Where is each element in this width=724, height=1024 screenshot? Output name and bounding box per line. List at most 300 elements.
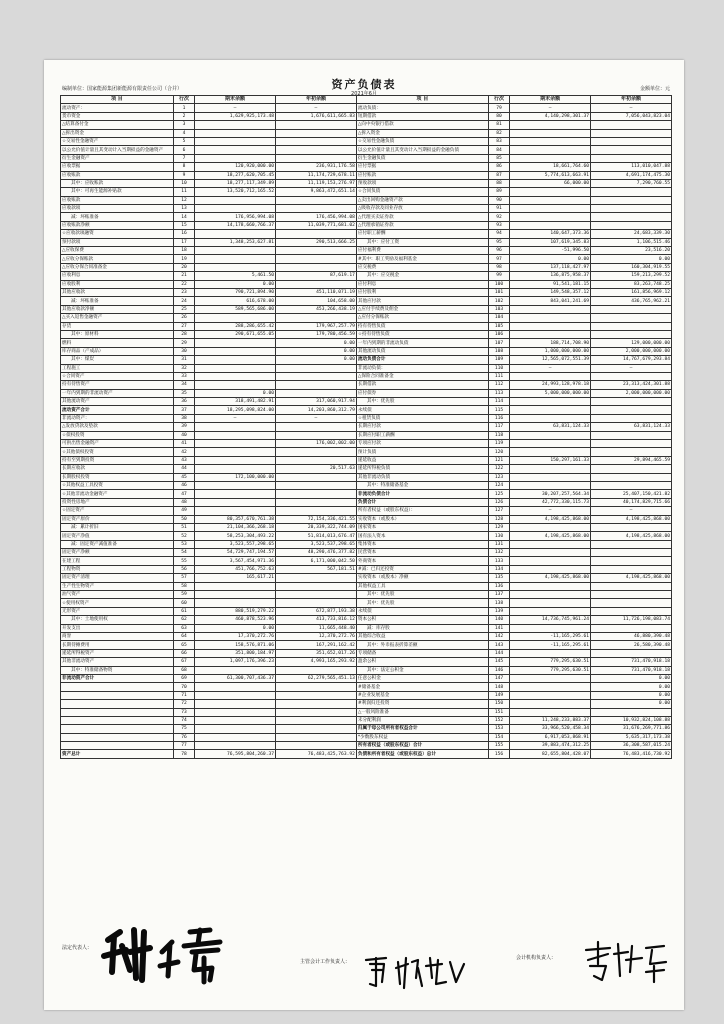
legal-rep-signature-image xyxy=(100,922,250,986)
left-ending-balance: 880,519,279.22 xyxy=(195,607,276,615)
table-row xyxy=(61,490,672,498)
right-beginning-balance: 29,894,465.59 xyxy=(591,456,672,464)
left-line-no: 58 xyxy=(173,582,194,590)
table-header-row xyxy=(61,96,672,104)
right-beginning-balance: 4,691,174,475.30 xyxy=(591,171,672,179)
left-line-no: 54 xyxy=(173,549,194,557)
chief-accountant-label: 主管会计工作负责人： xyxy=(300,959,351,965)
left-ending-balance xyxy=(195,431,276,439)
right-ending-balance xyxy=(510,196,591,204)
left-beginning-balance: 87,619.17 xyxy=(276,272,357,280)
left-line-no: 57 xyxy=(173,574,194,582)
right-line-no: 86 xyxy=(488,163,509,171)
right-ending-balance xyxy=(510,137,591,145)
left-line-no: 21 xyxy=(173,272,194,280)
left-beginning-balance xyxy=(276,314,357,322)
table-row xyxy=(61,498,672,506)
header-ending-balance: 期末余额 xyxy=(510,96,591,104)
left-beginning-balance xyxy=(276,154,357,162)
right-ending-balance xyxy=(510,691,591,699)
right-item-name: 国有法人资本 xyxy=(356,532,488,540)
right-line-no: 128 xyxy=(488,515,509,523)
right-item-name: #减：已归还投资 xyxy=(356,565,488,573)
right-item-name: △一般风险准备 xyxy=(356,708,488,716)
left-item-name: 资产总计 xyxy=(61,750,174,758)
left-beginning-balance xyxy=(276,473,357,481)
table-row xyxy=(61,146,672,154)
left-ending-balance xyxy=(195,121,276,129)
right-line-no: 113 xyxy=(488,389,509,397)
right-ending-balance: 39,883,474,312.25 xyxy=(510,742,591,750)
right-ending-balance: 66,000.00 xyxy=(510,179,591,187)
header-ending-balance: 期末余额 xyxy=(195,96,276,104)
left-beginning-balance: 167,291,162.42 xyxy=(276,641,357,649)
right-item-name: △吸收存款及同业存放 xyxy=(356,205,488,213)
right-item-name: 负债和所有者权益（或股东权益）总计 xyxy=(356,750,488,758)
left-line-no: 31 xyxy=(173,356,194,364)
company-name: 编制单位：国家能源集团新能源有限责任公司（合并） xyxy=(62,86,183,92)
left-item-name: ☆其他非流动金融资产 xyxy=(61,490,174,498)
left-beginning-balance: 236,931,176.58 xyxy=(276,163,357,171)
left-item-name: 商誉 xyxy=(61,633,174,641)
left-item-name: △应收分保账款 xyxy=(61,255,174,263)
right-beginning-balance: 83,263,748.25 xyxy=(591,280,672,288)
left-line-no: 11 xyxy=(173,188,194,196)
right-ending-balance xyxy=(510,322,591,330)
left-line-no: 7 xyxy=(173,154,194,162)
left-item-name: 投资性房地产 xyxy=(61,498,174,506)
table-row xyxy=(61,356,672,364)
right-item-name: 其中：特准储备基金 xyxy=(356,481,488,489)
right-ending-balance: 136,875,958.37 xyxy=(510,272,591,280)
left-item-name: 持有至到期投资 xyxy=(61,456,174,464)
left-item-name: 持有待售资产 xyxy=(61,381,174,389)
right-ending-balance: 107,619,345.83 xyxy=(510,238,591,246)
left-line-no: 43 xyxy=(173,456,194,464)
right-beginning-balance: 46,880,390.48 xyxy=(591,633,672,641)
left-ending-balance xyxy=(195,498,276,506)
table-row xyxy=(61,137,672,145)
right-beginning-balance xyxy=(591,591,672,599)
table-row xyxy=(61,691,672,699)
balance-sheet-page xyxy=(44,60,684,1010)
right-ending-balance xyxy=(510,431,591,439)
table-row xyxy=(61,347,672,355)
right-ending-balance xyxy=(510,465,591,473)
right-beginning-balance xyxy=(591,398,672,406)
right-line-no: 98 xyxy=(488,263,509,271)
right-line-no: 82 xyxy=(488,129,509,137)
left-line-no: 25 xyxy=(173,305,194,313)
right-ending-balance xyxy=(510,674,591,682)
right-item-name: △拆入资金 xyxy=(356,129,488,137)
right-ending-balance: 24,993,128,978.18 xyxy=(510,381,591,389)
right-ending-balance: 140,647,373.36 xyxy=(510,230,591,238)
left-item-name: 应收账款 xyxy=(61,196,174,204)
left-ending-balance: 18,295,098,824.00 xyxy=(195,406,276,414)
right-beginning-balance: 2,000,000,000.00 xyxy=(591,389,672,397)
left-item-name: 其中：可再生能源补贴款 xyxy=(61,188,174,196)
left-item-name: 固定资产净额 xyxy=(61,549,174,557)
right-line-no: 111 xyxy=(488,372,509,380)
left-beginning-balance xyxy=(276,205,357,213)
right-ending-balance xyxy=(510,448,591,456)
right-ending-balance: 779,295,630.51 xyxy=(510,666,591,674)
right-line-no: 144 xyxy=(488,649,509,657)
left-item-name: 流动资产： xyxy=(61,104,174,112)
right-item-name: 盈余公积 xyxy=(356,658,488,666)
right-line-no: 150 xyxy=(488,700,509,708)
right-item-name: 其他应付款 xyxy=(356,297,488,305)
right-beginning-balance: 159,213,299.52 xyxy=(591,272,672,280)
right-item-name: 其中：优先股 xyxy=(356,599,488,607)
right-beginning-balance xyxy=(591,146,672,154)
table-row xyxy=(61,465,672,473)
table-row xyxy=(61,154,672,162)
left-item-name: 其他流动资产 xyxy=(61,398,174,406)
left-line-no: 51 xyxy=(173,523,194,531)
right-line-no: 116 xyxy=(488,414,509,422)
left-item-name: 开发支出 xyxy=(61,624,174,632)
left-ending-balance xyxy=(195,448,276,456)
chief-accountant-signature-image xyxy=(360,948,470,992)
left-ending-balance: 1,629,925,173.48 xyxy=(195,112,276,120)
right-item-name: #储备基金 xyxy=(356,683,488,691)
left-line-no: 62 xyxy=(173,616,194,624)
left-item-name: ☆应收款项融资 xyxy=(61,230,174,238)
right-beginning-balance xyxy=(591,465,672,473)
left-ending-balance: 61,300,707,436.37 xyxy=(195,674,276,682)
left-line-no: 19 xyxy=(173,255,194,263)
left-item-name: △买入返售金融资产 xyxy=(61,314,174,322)
left-ending-balance: 3,567,454,971.36 xyxy=(195,557,276,565)
left-line-no: 70 xyxy=(173,683,194,691)
left-ending-balance xyxy=(195,137,276,145)
right-beginning-balance xyxy=(591,305,672,313)
right-ending-balance xyxy=(510,565,591,573)
right-beginning-balance: 0.00 xyxy=(591,691,672,699)
right-ending-balance xyxy=(510,129,591,137)
left-item-name: 应收账款净额 xyxy=(61,221,174,229)
right-line-no: 156 xyxy=(488,750,509,758)
left-beginning-balance: 3,523,537,298.65 xyxy=(276,540,357,548)
right-beginning-balance xyxy=(591,196,672,204)
left-ending-balance xyxy=(195,708,276,716)
left-ending-balance: 1,097,176,396.23 xyxy=(195,658,276,666)
left-item-name: 固定资产清理 xyxy=(61,574,174,582)
left-item-name xyxy=(61,708,174,716)
right-line-no: 87 xyxy=(488,171,509,179)
table-row xyxy=(61,288,672,296)
left-item-name: 预付款项 xyxy=(61,238,174,246)
table-row xyxy=(61,221,672,229)
left-ending-balance xyxy=(195,196,276,204)
right-item-name: 非流动负债合计 xyxy=(356,490,488,498)
table-row xyxy=(61,213,672,221)
table-row xyxy=(61,574,672,582)
right-item-name: 实收资本（或股本） xyxy=(356,515,488,523)
table-row xyxy=(61,565,672,573)
table-row xyxy=(61,440,672,448)
left-ending-balance xyxy=(195,314,276,322)
right-ending-balance: 18,661,764.60 xyxy=(510,163,591,171)
right-ending-balance: 33,966,520,458.34 xyxy=(510,725,591,733)
left-ending-balance: — xyxy=(195,104,276,112)
right-line-no: 97 xyxy=(488,255,509,263)
legal-rep-label: 法定代表人： xyxy=(62,945,93,951)
right-item-name: △向中央银行借款 xyxy=(356,121,488,129)
table-row xyxy=(61,456,672,464)
left-line-no: 22 xyxy=(173,280,194,288)
right-beginning-balance: 731,470,918.18 xyxy=(591,666,672,674)
left-line-no: 5 xyxy=(173,137,194,145)
right-ending-balance xyxy=(510,414,591,422)
right-ending-balance: 149,548,357.12 xyxy=(510,288,591,296)
left-item-name: 固定资产原价 xyxy=(61,515,174,523)
left-item-name: 长期待摊费用 xyxy=(61,641,174,649)
table-row xyxy=(61,305,672,313)
left-ending-balance: 14,178,660,766.37 xyxy=(195,221,276,229)
left-ending-balance: 288,286,655.42 xyxy=(195,322,276,330)
left-line-no: 10 xyxy=(173,179,194,187)
table-row xyxy=(61,633,672,641)
right-item-name: 其他非流动负债 xyxy=(356,473,488,481)
left-line-no: 49 xyxy=(173,507,194,515)
right-ending-balance: 11,248,233,883.37 xyxy=(510,716,591,724)
right-beginning-balance: 11,726,198,083.74 xyxy=(591,616,672,624)
left-item-name: 减：累计折旧 xyxy=(61,523,174,531)
table-row xyxy=(61,733,672,741)
right-ending-balance: 4,140,298,301.37 xyxy=(510,112,591,120)
left-ending-balance xyxy=(195,700,276,708)
table-row xyxy=(61,725,672,733)
right-line-no: 96 xyxy=(488,247,509,255)
left-line-no: 72 xyxy=(173,700,194,708)
right-item-name: 永续债 xyxy=(356,607,488,615)
right-line-no: 89 xyxy=(488,188,509,196)
left-line-no: 20 xyxy=(173,263,194,271)
left-item-name: ☆交易性金融资产 xyxy=(61,137,174,145)
left-beginning-balance: 20,517.63 xyxy=(276,465,357,473)
right-beginning-balance: 31,676,269,771.86 xyxy=(591,725,672,733)
right-ending-balance xyxy=(510,213,591,221)
right-beginning-balance: 113,010,047.88 xyxy=(591,163,672,171)
left-ending-balance xyxy=(195,364,276,372)
left-beginning-balance: 11,039,771,681.02 xyxy=(276,221,357,229)
header-line-no: 行次 xyxy=(173,96,194,104)
right-item-name: 递延收益 xyxy=(356,456,488,464)
left-beginning-balance: — xyxy=(276,104,357,112)
right-item-name: 其中：外币报表折算差额 xyxy=(356,641,488,649)
right-item-name: 减：库存股 xyxy=(356,624,488,632)
right-item-name: 短期借款 xyxy=(356,112,488,120)
left-beginning-balance xyxy=(276,742,357,750)
table-row xyxy=(61,674,672,682)
right-beginning-balance xyxy=(591,322,672,330)
left-line-no: 75 xyxy=(173,725,194,733)
table-row xyxy=(61,230,672,238)
left-beginning-balance xyxy=(276,247,357,255)
left-ending-balance: 165,617.21 xyxy=(195,574,276,582)
left-line-no: 52 xyxy=(173,532,194,540)
right-line-no: 139 xyxy=(488,607,509,615)
left-line-no: 66 xyxy=(173,649,194,657)
left-beginning-balance xyxy=(276,263,357,271)
left-ending-balance: 80,357,670,761.38 xyxy=(195,515,276,523)
left-item-name: ☆使用权资产 xyxy=(61,599,174,607)
right-ending-balance xyxy=(510,314,591,322)
left-line-no: 18 xyxy=(173,247,194,255)
right-beginning-balance xyxy=(591,549,672,557)
right-line-no: 125 xyxy=(488,490,509,498)
left-beginning-balance: 11,665,448.40 xyxy=(276,624,357,632)
right-line-no: 94 xyxy=(488,230,509,238)
right-beginning-balance xyxy=(591,582,672,590)
left-beginning-balance xyxy=(276,364,357,372)
right-line-no: 91 xyxy=(488,205,509,213)
currency-unit: 金额单位：元 xyxy=(639,86,670,92)
left-line-no: 41 xyxy=(173,440,194,448)
right-ending-balance: 6,917,053,868.91 xyxy=(510,733,591,741)
left-ending-balance: 451,766,752.63 xyxy=(195,565,276,573)
left-line-no: 42 xyxy=(173,448,194,456)
right-ending-balance xyxy=(510,305,591,313)
right-line-no: 152 xyxy=(488,716,509,724)
table-row xyxy=(61,255,672,263)
left-ending-balance xyxy=(195,599,276,607)
left-ending-balance xyxy=(195,423,276,431)
right-item-name: 预计负债 xyxy=(356,448,488,456)
right-item-name: 递延所得税负债 xyxy=(356,465,488,473)
left-beginning-balance: 0.00 xyxy=(276,339,357,347)
left-line-no: 48 xyxy=(173,498,194,506)
left-line-no: 76 xyxy=(173,733,194,741)
right-ending-balance xyxy=(510,398,591,406)
left-line-no: 2 xyxy=(173,112,194,120)
right-line-no: 149 xyxy=(488,691,509,699)
right-item-name: 应付票据 xyxy=(356,163,488,171)
table-row xyxy=(61,683,672,691)
left-item-name: 工程施工 xyxy=(61,364,174,372)
right-beginning-balance: 161,856,969.12 xyxy=(591,288,672,296)
left-beginning-balance xyxy=(276,498,357,506)
table-row xyxy=(61,205,672,213)
table-row xyxy=(61,414,672,422)
left-ending-balance: 290,671,655.05 xyxy=(195,330,276,338)
right-item-name: *少数股东权益 xyxy=(356,733,488,741)
header-item: 项 目 xyxy=(61,96,174,104)
left-beginning-balance xyxy=(276,691,357,699)
balance-sheet-table xyxy=(60,95,672,759)
right-line-no: 131 xyxy=(488,540,509,548)
right-line-no: 100 xyxy=(488,280,509,288)
right-ending-balance xyxy=(510,582,591,590)
right-ending-balance: -51,996.50 xyxy=(510,247,591,255)
left-line-no: 65 xyxy=(173,641,194,649)
left-line-no: 71 xyxy=(173,691,194,699)
right-item-name: △代理承销证券款 xyxy=(356,221,488,229)
table-row xyxy=(61,163,672,171)
left-beginning-balance xyxy=(276,582,357,590)
right-item-name: 应付利息 xyxy=(356,280,488,288)
right-item-name: 流动负债： xyxy=(356,104,488,112)
right-beginning-balance: 4,198,425,868.00 xyxy=(591,574,672,582)
right-line-no: 151 xyxy=(488,708,509,716)
right-item-name: #利润归还投资 xyxy=(356,700,488,708)
left-beginning-balance: 179,967,257.79 xyxy=(276,322,357,330)
left-item-name xyxy=(61,725,174,733)
table-row xyxy=(61,515,672,523)
right-beginning-balance xyxy=(591,557,672,565)
left-line-no: 45 xyxy=(173,473,194,481)
right-beginning-balance: 436,765,962.21 xyxy=(591,297,672,305)
right-beginning-balance xyxy=(591,406,672,414)
left-item-name: 递延所得税资产 xyxy=(61,649,174,657)
left-beginning-balance xyxy=(276,716,357,724)
left-line-no: 6 xyxy=(173,146,194,154)
right-beginning-balance: — xyxy=(591,364,672,372)
right-line-no: 108 xyxy=(488,347,509,355)
right-ending-balance: 4,198,425,868.00 xyxy=(510,515,591,523)
left-item-name: 存货 xyxy=(61,322,174,330)
right-line-no: 154 xyxy=(488,733,509,741)
left-beginning-balance xyxy=(276,700,357,708)
left-line-no: 23 xyxy=(173,288,194,296)
left-ending-balance xyxy=(195,733,276,741)
right-line-no: 90 xyxy=(488,196,509,204)
left-line-no: 61 xyxy=(173,607,194,615)
header-beginning-balance: 年初余额 xyxy=(276,96,357,104)
table-row xyxy=(61,188,672,196)
right-beginning-balance xyxy=(591,448,672,456)
left-item-name: 以公允价值计量且其变动计入当期损益的金融资产 xyxy=(61,146,174,154)
right-item-name: 资本公积 xyxy=(356,616,488,624)
table-row xyxy=(61,582,672,590)
left-beginning-balance xyxy=(276,389,357,397)
left-line-no: 55 xyxy=(173,557,194,565)
left-ending-balance: 17,370,272.76 xyxy=(195,633,276,641)
left-beginning-balance xyxy=(276,431,357,439)
left-ending-balance xyxy=(195,742,276,750)
right-item-name: ☆合同负债 xyxy=(356,188,488,196)
left-line-no: 28 xyxy=(173,330,194,338)
left-line-no: 9 xyxy=(173,171,194,179)
left-beginning-balance xyxy=(276,137,357,145)
left-item-name: 其中：煤炭 xyxy=(61,356,174,364)
left-item-name: 非流动资产合计 xyxy=(61,674,174,682)
right-item-name: 一年内到期的非流动负债 xyxy=(356,339,488,347)
left-beginning-balance xyxy=(276,230,357,238)
right-ending-balance xyxy=(510,624,591,632)
right-beginning-balance xyxy=(591,414,672,422)
right-beginning-balance xyxy=(591,440,672,448)
right-ending-balance xyxy=(510,591,591,599)
right-ending-balance: — xyxy=(510,507,591,515)
right-item-name: △卖出回购金融资产款 xyxy=(356,196,488,204)
left-beginning-balance xyxy=(276,574,357,582)
right-beginning-balance: 731,470,918.18 xyxy=(591,658,672,666)
right-beginning-balance: 23,313,424,301.88 xyxy=(591,381,672,389)
right-line-no: 119 xyxy=(488,440,509,448)
left-ending-balance: 54,729,747,194.57 xyxy=(195,549,276,557)
left-beginning-balance: 413,733,816.12 xyxy=(276,616,357,624)
left-item-name: 油气资产 xyxy=(61,591,174,599)
left-beginning-balance: 453,266,438.19 xyxy=(276,305,357,313)
table-row xyxy=(61,473,672,481)
right-line-no: 92 xyxy=(488,213,509,221)
left-item-name: 应收款项 xyxy=(61,205,174,213)
left-ending-balance: 3,523,557,298.65 xyxy=(195,540,276,548)
